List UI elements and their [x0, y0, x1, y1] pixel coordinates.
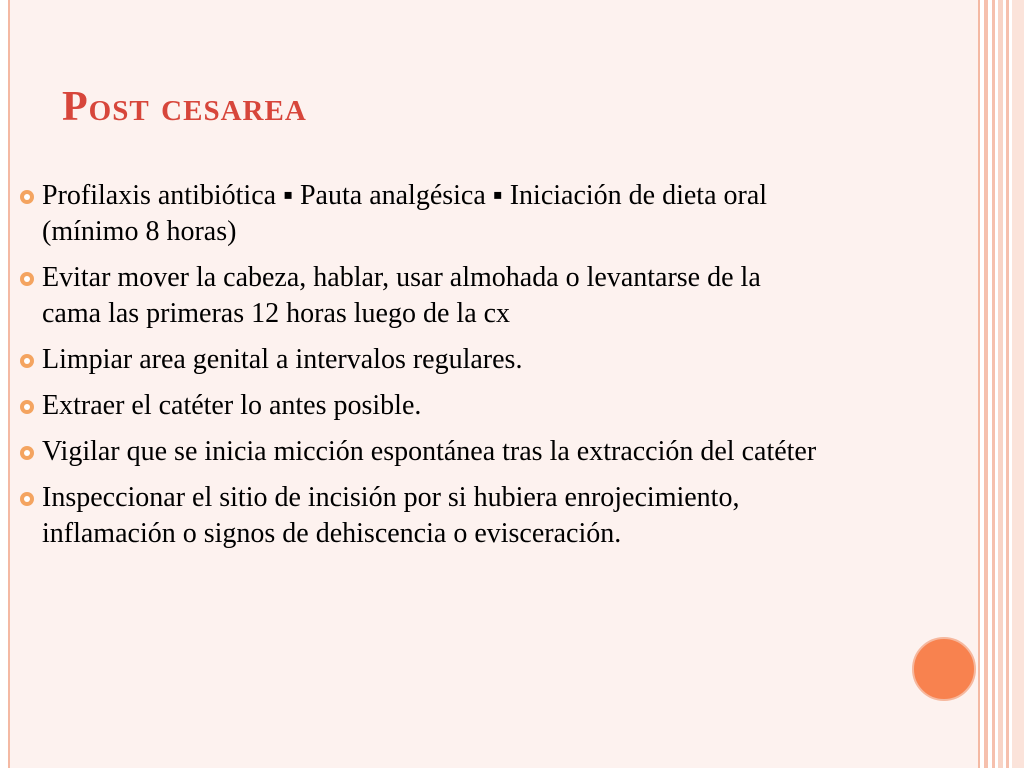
- bullet-item: [20, 342, 820, 378]
- ring-bullet-icon: [20, 272, 34, 286]
- decorative-stripe: [992, 0, 995, 768]
- bullet-item: [20, 178, 820, 250]
- decorative-stripe: [1006, 0, 1009, 768]
- bullet-text: Profilaxis antibiótica ▪ Pauta analgésica ▪ Iniciación de dieta oral (mínimo 8 horas): [42, 180, 768, 247]
- slide-title: Post cesarea: [62, 84, 307, 131]
- bullet-text: Inspeccionar el sitio de incisión por si hubiera enrojecimiento, inflamación o signos de dehiscencia o evisceración.: [42, 482, 740, 549]
- decorative-stripe: [984, 0, 988, 768]
- bullet-text: Vigilar que se inicia micción espontánea tras la extracción del catéter: [42, 436, 817, 467]
- decorative-stripe: [1012, 0, 1024, 768]
- ring-bullet-icon: [20, 492, 34, 506]
- ring-bullet-icon: [20, 446, 34, 460]
- bullet-text: Extraer el catéter lo antes posible.: [42, 390, 422, 421]
- bullet-item: [20, 480, 820, 552]
- bullet-item: [20, 434, 820, 470]
- bullet-item: [20, 260, 820, 332]
- ring-bullet-icon: [20, 190, 34, 204]
- bullet-list: [20, 178, 820, 562]
- decorative-stripe: [998, 0, 1003, 768]
- bullet-item: [20, 388, 820, 424]
- ring-bullet-icon: [20, 400, 34, 414]
- orange-circle-decoration: [912, 637, 976, 701]
- ring-bullet-icon: [20, 354, 34, 368]
- bullet-text: Evitar mover la cabeza, hablar, usar almohada o levantarse de la cama las primeras 12 horas luego de la cx: [42, 262, 761, 329]
- bullet-text: Limpiar area genital a intervalos regulares.: [42, 344, 523, 375]
